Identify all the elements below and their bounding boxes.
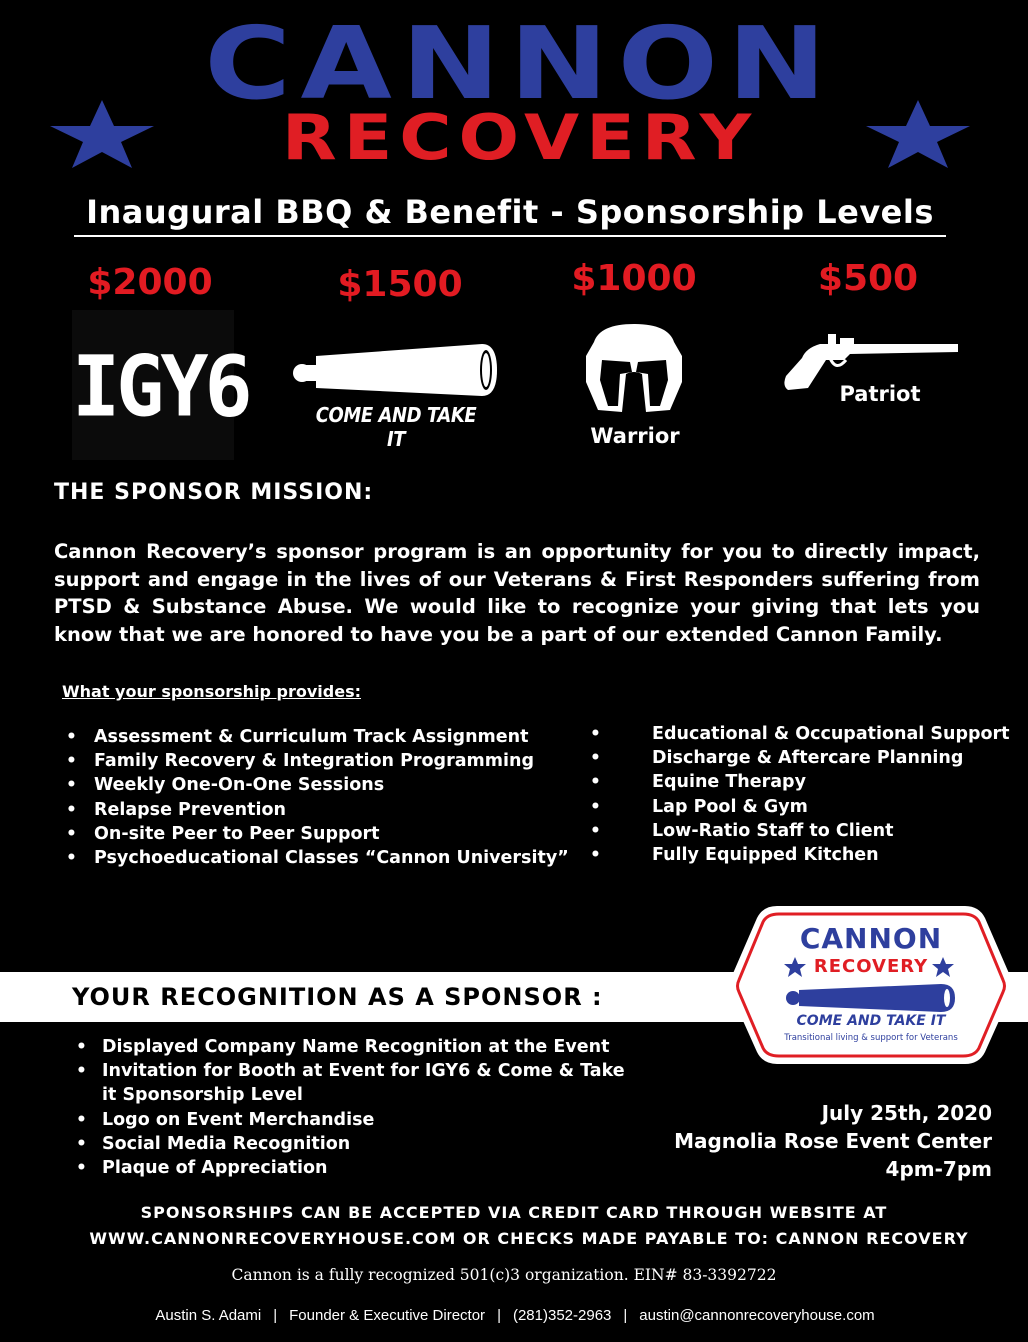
list-item: • Relapse Prevention [62,798,569,822]
list-item: • Plaque of Appreciation [72,1156,632,1180]
separator: | [273,1307,278,1324]
payment-info-line2: WWW.CANNONRECOVERYHOUSE.COM OR CHECKS MADE PAYABLE TO: CANNON RECOVERY [89,1229,969,1248]
list-item: • Low-Ratio Staff to Client [590,819,1010,843]
provides-list-left [62,725,569,870]
recognition-heading: YOUR RECOGNITION AS A SPONSOR : [72,983,603,1011]
contact-email[interactable]: austin@cannonrecoveryhouse.com [639,1307,875,1324]
mission-text: Cannon Recovery’s sponsor program is an opportunity for you to directly impact, support and engage in the lives of our Veterans & First Responders suffering from PTSD & Substance Abuse. We would like to recognize your giving that lets you know that we are honored to have you be a part of our extended Cannon Family. [54,540,980,646]
spartan-helmet-icon [582,322,686,414]
list-item: • Educational & Occupational Support [590,722,1010,746]
list-item: • Family Recovery & Integration Programming [62,749,569,773]
mission-heading: THE SPONSOR MISSION: [54,480,374,505]
list-item: • Equine Therapy [590,770,1010,794]
recognition-list [72,1035,632,1180]
list-item: • Invitation for Booth at Event for IGY6 & Come & Take it Sponsorship Level [72,1059,632,1107]
list-item: • Lap Pool & Gym [590,795,1010,819]
list-item: • Fully Equipped Kitchen [590,843,1010,867]
separator: | [623,1307,628,1324]
tier-price-warrior: $1000 [571,258,697,299]
nonprofit-statement: Cannon is a fully recognized 501(c)3 organization. EIN# 83-3392722 [231,1266,777,1284]
event-time: 4pm-7pm [885,1157,992,1181]
contact-title: Founder & Executive Director [289,1307,486,1324]
tier-price-patriot: $500 [817,258,919,299]
payment-info-line1: SPONSORSHIPS CAN BE ACCEPTED VIA CREDIT CARD THROUGH WEBSITE AT [140,1203,888,1222]
list-item: • On-site Peer to Peer Support [62,822,569,846]
separator: | [497,1307,501,1324]
page-title: Inaugural BBQ & Benefit - Sponsorship Levels [86,193,934,231]
tier-name-igy6: IGY6 [72,337,249,436]
list-item: • Logo on Event Merchandise [72,1108,632,1132]
badge-tagline: Transitional living & support for Veterans [784,1033,958,1043]
tier-name-warrior: Warrior [590,424,680,448]
tier-price-igy6: $2000 [87,262,213,303]
event-date: July 25th, 2020 [821,1101,992,1125]
badge-subtitle: RECOVERY [813,956,929,977]
tier-name-patriot: Patriot [839,382,921,406]
brand-subtitle: RECOVERY [281,101,759,174]
event-venue: Magnolia Rose Event Center [674,1129,992,1153]
tier-price-cannon: $1500 [337,264,463,305]
brand-name: CANNON [204,5,836,122]
list-item: • Displayed Company Name Recognition at the Event [72,1035,632,1059]
list-item: • Social Media Recognition [72,1132,632,1156]
provides-list-right [590,722,1010,867]
list-item: • Psychoeducational Classes “Cannon University” [62,846,569,870]
list-item: • Assessment & Curriculum Track Assignment [62,725,569,749]
list-item: • Weekly One-On-One Sessions [62,773,569,797]
badge-name: CANNON [799,922,943,955]
contact-phone[interactable]: (281)352-2963 [512,1307,612,1324]
contact-name: Austin S. Adami [155,1307,262,1324]
list-item: • Discharge & Aftercare Planning [590,746,1010,770]
badge-motto: COME AND TAKE IT [796,1013,946,1029]
cannon-icon [292,340,502,402]
tier-name-cannon: COME AND TAKE IT [315,403,477,451]
contact-row [0,1307,1028,1324]
provides-heading: What your sponsorship provides: [62,682,361,701]
title-underline [74,235,946,237]
